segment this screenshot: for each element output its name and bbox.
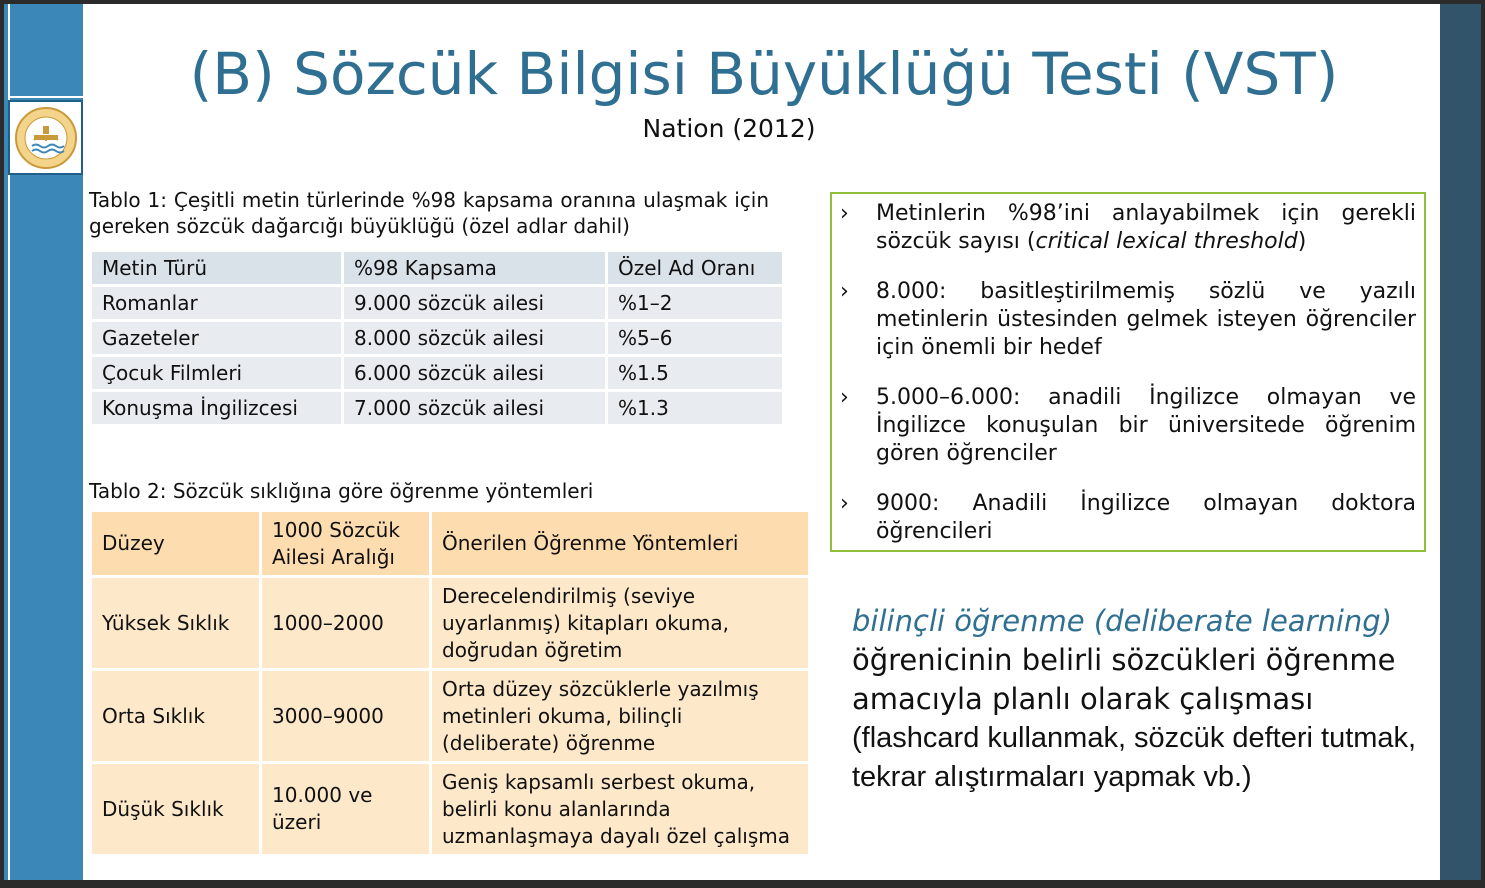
table-row: [91, 577, 810, 670]
table-row: [91, 356, 784, 391]
table-cell: %1.3: [607, 391, 784, 426]
table-cell: Konuşma İngilizcesi: [91, 391, 343, 426]
table-cell: Çocuk Filmleri: [91, 356, 343, 391]
bullet-text: [876, 384, 1416, 468]
table1-caption-text: Çeşitli metin türlerinde %98 kapsama oranına ulaşmak için gereken sözcük dağarcığı büyüklüğü (özel adlar dahil): [89, 188, 769, 238]
table-header-row: [91, 511, 810, 577]
bullet-item: [840, 384, 1416, 468]
table2-caption-label: Tablo 2:: [89, 479, 167, 503]
table-cell: Romanlar: [91, 286, 343, 321]
table1-caption-label: Tablo 1:: [89, 188, 167, 212]
bullet-item: [840, 278, 1416, 362]
university-logo-icon: [14, 106, 78, 170]
table-header-cell: Metin Türü: [91, 251, 343, 286]
learning-methods-table: [89, 509, 811, 857]
table-row: [91, 391, 784, 426]
table-header-cell: 1000 Sözcük Ailesi Aralığı: [261, 511, 431, 577]
table-cell: 9.000 sözcük ailesi: [343, 286, 607, 321]
bullet-body: Anadili İngilizce olmayan doktora öğrencileri: [876, 491, 1416, 544]
bullet-marker: ›: [840, 491, 849, 516]
table-cell: 10.000 ve üzeri: [261, 763, 431, 856]
left-stripe-horizontal: [8, 96, 83, 98]
table-cell: Geniş kapsamlı serbest okuma, belirli konu alanlarında uzmanlaşmaya dayalı özel çalışma: [431, 763, 810, 856]
threshold-bullet-box: [830, 192, 1426, 552]
right-accent-bar: [1440, 4, 1481, 880]
left-accent-bar: [4, 4, 83, 880]
table-cell: %5–6: [607, 321, 784, 356]
bullet-marker: ›: [840, 279, 849, 304]
bullet-lead: 8.000:: [876, 279, 947, 304]
bullet-marker: ›: [840, 201, 849, 226]
table-cell: 3000–9000: [261, 670, 431, 763]
slide: [4, 4, 1481, 880]
table-cell: 6.000 sözcük ailesi: [343, 356, 607, 391]
table1-caption: [89, 187, 769, 239]
deliberate-learning-examples: (flashcard kullanmak, sözcük defteri tutmak, tekrar alıştırmaları yapmak vb.): [852, 722, 1417, 793]
bullet-text: [876, 490, 1416, 546]
table-cell: 7.000 sözcük ailesi: [343, 391, 607, 426]
table-cell: %1.5: [607, 356, 784, 391]
university-logo: [8, 100, 83, 175]
deliberate-learning-definition: [852, 602, 1432, 797]
bullet-lead: 5.000–6.000:: [876, 385, 1021, 410]
bullet-body: anadili İngilizce olmayan ve İngilizce konuşulan bir üniversitede öğrenim gören öğrenciler: [876, 385, 1416, 466]
table-cell: Düşük Sıklık: [91, 763, 261, 856]
bullet-body: basitleştirilmemiş sözlü ve yazılı metinlerin üstesinden gelmek isteyen öğrenciler için önemli bir hedef: [876, 279, 1416, 360]
table-cell: %1–2: [607, 286, 784, 321]
table2-caption: [89, 478, 789, 504]
table-cell: Orta Sıklık: [91, 670, 261, 763]
table-row: [91, 286, 784, 321]
table-cell: 8.000 sözcük ailesi: [343, 321, 607, 356]
deliberate-learning-term: bilinçli öğrenme (deliberate learning): [852, 604, 1393, 638]
table-header-cell: Düzey: [91, 511, 261, 577]
table-cell: Derecelendirilmiş (seviye uyarlanmış) kitapları okuma, doğrudan öğretim: [431, 577, 810, 670]
table-header-row: [91, 251, 784, 286]
table-row: [91, 670, 810, 763]
table-header-cell: Önerilen Öğrenme Yöntemleri: [431, 511, 810, 577]
table-cell: 1000–2000: [261, 577, 431, 670]
bullet-text: [876, 278, 1416, 362]
bullet-tail: ): [1297, 229, 1307, 254]
table2-caption-text: Sözcük sıklığına göre öğrenme yöntemleri: [172, 479, 594, 503]
table-header-cell: %98 Kapsama: [343, 251, 607, 286]
bullet-item: [840, 200, 1416, 256]
bullet-body: Metinlerin %98’ini anlayabilmek için gerekli sözcük sayısı (: [876, 201, 1416, 254]
table-header-cell: Özel Ad Oranı: [607, 251, 784, 286]
deliberate-learning-text: öğrenicinin belirli sözcükleri öğrenme amacıyla planlı olarak çalışması: [852, 643, 1396, 716]
bullet-italic: critical lexical threshold: [1035, 229, 1298, 254]
table-cell: Gazeteler: [91, 321, 343, 356]
slide-subtitle: Nation (2012): [642, 114, 816, 143]
bullet-text: [876, 200, 1416, 256]
table-cell: Yüksek Sıklık: [91, 577, 261, 670]
coverage-table: [89, 249, 785, 427]
slide-title: (B) Sözcük Bilgisi Büyüklüğü Testi (VST): [189, 40, 1339, 108]
table-row: [91, 763, 810, 856]
table-row: [91, 321, 784, 356]
bullet-item: [840, 490, 1416, 546]
bullet-marker: ›: [840, 385, 849, 410]
table-cell: Orta düzey sözcüklerle yazılmış metinleri okuma, bilinçli (deliberate) öğrenme: [431, 670, 810, 763]
bullet-lead: 9000:: [876, 491, 940, 516]
